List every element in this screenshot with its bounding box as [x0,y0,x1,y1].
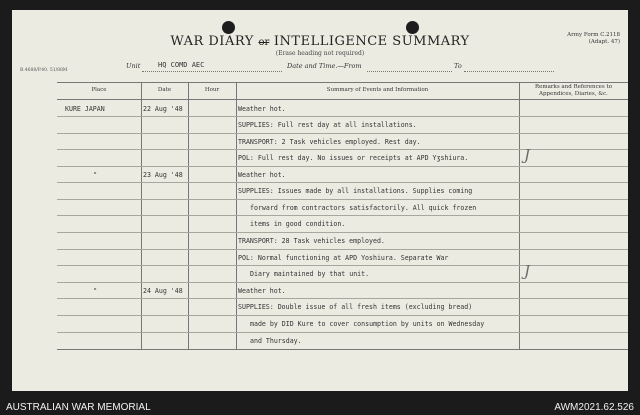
summary-line: Weather hot. [238,287,286,295]
row-rule [57,315,628,316]
col-divider-hour [236,82,237,350]
handwritten-initial: J [524,146,531,164]
column-header-remarks [519,84,628,98]
row-rule [57,133,628,134]
row-rule [57,215,628,216]
from-line [367,71,452,72]
form-subtitle: (Erase heading not required) [275,50,365,57]
ditto-mark: " [93,171,98,179]
summary-line: POL: Normal functioning at APD Yoshiura. Separate War [238,254,449,262]
form-number: Army Form C.2118 [567,32,620,38]
unit-value: HQ COMD AEC [158,61,205,69]
row-rule [57,265,628,266]
date-entry: 23 Aug '48 [143,171,183,179]
title-or: or [258,37,270,48]
title-war-diary: WAR DIARY [170,34,254,49]
row-rule [57,182,628,183]
form-title [12,34,628,49]
footer-institution: AUSTRALIAN WAR MEMORIAL [6,402,151,413]
date-entry: 22 Aug '48 [143,105,183,113]
row-rule [57,249,628,250]
place-entry: KURE JAPAN [65,105,105,113]
summary-line: SUPPLIES: Double issue of all fresh items (excluding bread) [238,303,473,311]
row-rule [57,199,628,200]
title-intelligence-summary: INTELLIGENCE SUMMARY [273,34,470,49]
summary-line: Diary maintained by that unit. [250,270,370,278]
row-rule [57,332,628,333]
col-divider-place [141,82,142,350]
column-header-place: Place [91,87,107,93]
row-rule [57,166,628,167]
summary-line: SUPPLIES: Issues made by all installations. Supplies coming [238,187,473,195]
row-rule [57,116,628,117]
remarks-header-line-1: Remarks and References to [534,84,613,90]
col-divider-summary [519,82,520,350]
summary-line: items in good condition. [250,220,346,228]
handwritten-initial: J [524,262,531,280]
column-header-date: Date [157,87,172,93]
row-rule [57,149,628,150]
summary-line: and Thursday. [250,337,302,345]
header-rule [57,99,628,100]
date-time-label: Date and Time.—From [287,62,362,70]
summary-line: forward from contractors satisfactorily. All quick frozen [250,204,477,212]
column-header-summary: Summary of Events and Information [326,87,429,93]
summary-line: TRANSPORT: 28 Task vehicles employed. [238,237,385,245]
print-reference: B.4688/P.40. 51/88M [20,68,68,73]
unit-label: Unit [126,62,141,70]
summary-line: made by DID Kure to cover consumption by units on Wednesday [250,320,485,328]
punch-hole-left [222,21,235,34]
footer-accession-number: AWM2021.62.526 [554,402,634,413]
ditto-mark: " [93,287,98,295]
diary-table [57,82,628,350]
column-header-hour: Hour [204,87,220,93]
date-entry: 24 Aug '48 [143,287,183,295]
row-rule [57,298,628,299]
summary-line: TRANSPORT: 2 Task vehicles employed. Rest day. [238,138,421,146]
unit-line [142,71,282,72]
punch-hole-right [406,21,419,34]
to-label: To [454,62,462,70]
table-top-rule [57,82,628,83]
form-reference [567,32,620,46]
remarks-header-line-2: Appendices, Diaries, &c. [539,91,608,97]
form-adaptation: (Adapt. 47) [588,39,620,45]
summary-line: POL: Full rest day. No issues or receipts at APD Yʒshiura. [238,154,469,162]
col-divider-date [188,82,189,350]
diary-sheet [12,10,628,391]
row-rule [57,232,628,233]
table-bottom-rule [57,349,628,350]
to-line [464,71,554,72]
summary-line: Weather hot. [238,105,286,113]
row-rule [57,282,628,283]
summary-line: Weather hot. [238,171,286,179]
summary-line: SUPPLIES: Full rest day at all installations. [238,121,417,129]
